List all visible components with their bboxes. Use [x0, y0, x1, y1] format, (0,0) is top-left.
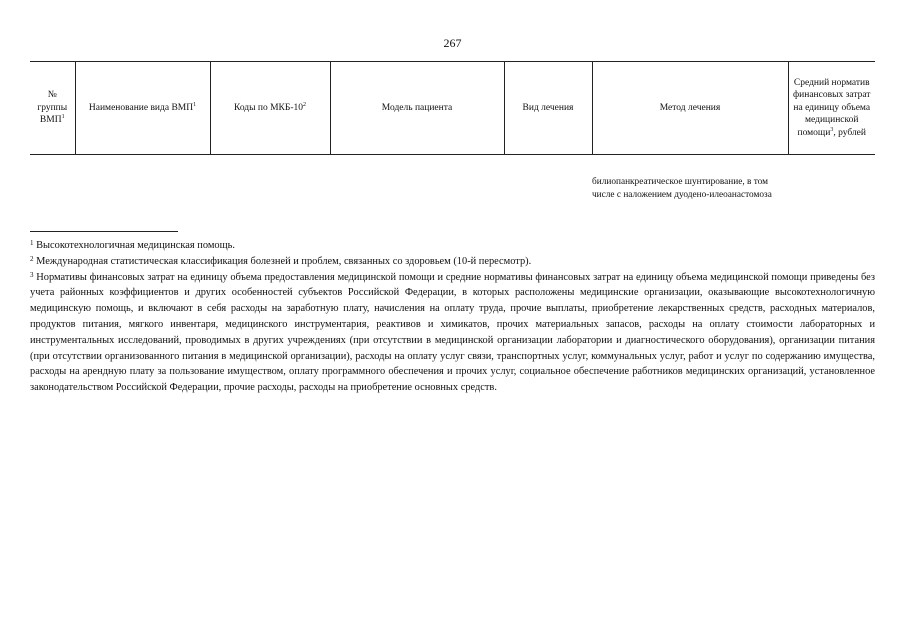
footnote-3: $^3$ Нормативы финансовых затрат на единицу объема предоставления медицинской помощи и средние нормативы финансовых затрат на единицу объема медицинской помощи приведены без учета районных коэффициентов и других особенностей субъектов Российской Федерации, в которых расположены медицинские организации, оказывающие высокотехнологичную медицинскую помощь, и включают в себя расходы на заработную плату, начисления на оплату труда, прочие выплаты, приобретение лекарственных средств, расходных материалов, продуктов питания, мягкого инвентаря, медицинского инструментария, реактивов и химикатов, прочих материальных запасов, расходы на оплату стоимости лабораторных и инструментальных исследований, проводимых в других учреждениях (при отсутствии в медицинской организации лаборатории и диагностического оборудования), организации питания (при отсутствии организованного питания в медицинской организации), расходы на оплату услуг связи, транспортных услуг, коммунальных услуг, работ и услуг по содержанию имущества, расходы на арендную плату за пользование имуществом, оплату программного обеспечения и прочих услуг, социальное обеспечение работников медицинских организаций, установленное законодательством Российской Федерации, прочие расходы, расходы на приобретение основных средств.: [30, 270, 875, 394]
footnote-2: $^2$ Международная статистическая классификация болезней и проблем, связанных со здоровьем (10-й пересмотр).: [30, 254, 532, 267]
column-header-group-number: № группы ВМП$^1$: [30, 62, 75, 155]
column-header-patient-model: Модель пациента: [330, 62, 504, 155]
column-header-vmp-name: Наименование вида ВМП$^1$: [75, 62, 210, 155]
column-header-treatment-type: Вид лечения: [504, 62, 592, 155]
page-number: 267: [443, 36, 462, 50]
footnote-1: $^1$ Высокотехнологичная медицинская помощь.: [30, 239, 235, 251]
footnotes: [30, 238, 875, 396]
treatment-method-continuation: билиопанкреатическое шунтирование, в том числе с наложением дуодено-илеоанастомоза: [592, 177, 772, 200]
table-header-row: [30, 62, 875, 155]
table-header: [30, 61, 875, 155]
column-header-icd-codes: Коды по МКБ-$10^2$: [210, 62, 330, 155]
column-header-treatment-method: Метод лечения: [592, 62, 788, 155]
column-header-cost-norm: Средний норматив финансовых затрат на единицу объема медицинской помощи$^3$, рублей: [788, 62, 875, 155]
footnote-divider: [30, 231, 178, 232]
